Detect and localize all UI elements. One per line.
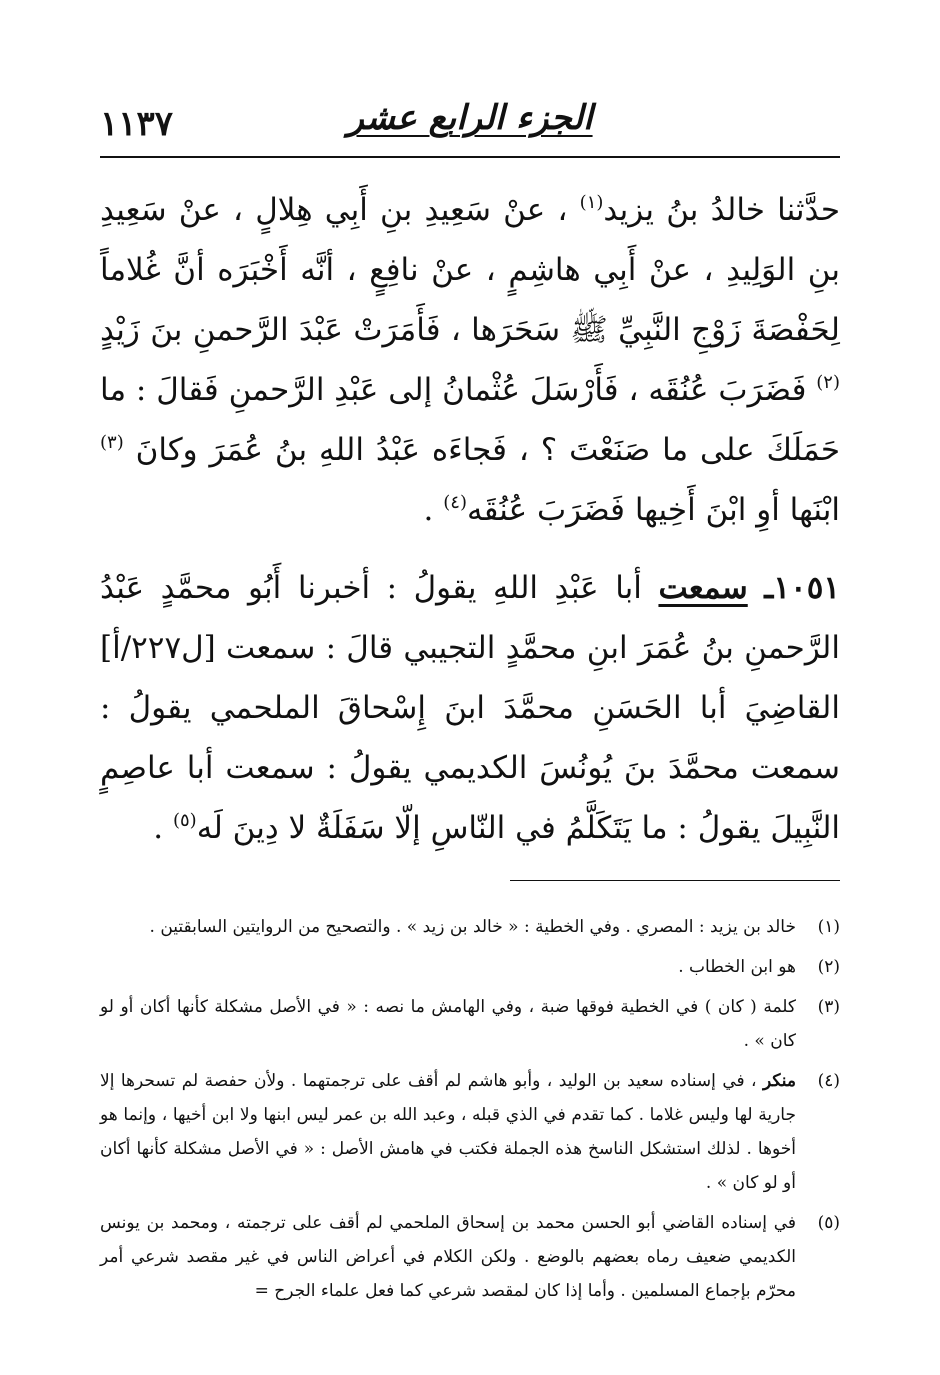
footnote-ref-3: (٣) — [100, 432, 124, 453]
main-text — [100, 180, 840, 858]
hadith-label: سمعت — [658, 570, 748, 606]
hadith-number: ١٠٥١ـ — [764, 570, 840, 606]
footnote-text — [100, 1064, 796, 1200]
footnote-item — [100, 990, 840, 1058]
footnote-number: (٢) — [817, 957, 840, 977]
footnote-number: (٣) — [817, 997, 840, 1017]
footnote-body: خالد بن يزيد : المصري . وفي الخطية : « خالد بن زيد » . والتصحيح من الروايتين السابقتين . — [149, 917, 796, 937]
footnote-body: في إسناده القاضي أبو الحسن محمد بن إسحاق الملحمي لم أقف على ترجمته ، ومحمد بن يونس الكديمي ضعيف رماه بعضهم بالوضع . ولكن الكلام في أعراض الناس في غير مقصد شرعي أمر محرّم بإجماع المسلمين . وأما إذا كان لمقصد شرعي كما فعل علماء الجرح = — [100, 1213, 796, 1301]
footnote-body: كلمة ( كان ) في الخطية فوقها ضبة ، وفي الهامش ما نصه : « في الأصل مشكلة كأنها أكان أو لو كان » . — [100, 997, 796, 1051]
footnote-body: ، في إسناده سعيد بن الوليد ، وأبو هاشم لم أقف على ترجمتهما . ولأن حفصة لم تسحرها إلا جارية لها وليس غلاما . كما تقدم في الذي قبله ، وعبد الله بن عمر ليس ابنها ولا ابن أخيها ، وإنما هو أخوها . لذلك استشكل الناسخ هذه الجملة فكتب في هامش الأصل : « في الأصل مشكلة كأنها أكان أو لو كان » . — [100, 1071, 796, 1193]
footnote-verdict: منكر — [762, 1071, 796, 1091]
footnote-item — [100, 950, 840, 984]
footnote-item — [100, 910, 840, 944]
hadith-paragraph-2 — [100, 558, 840, 858]
footnote-ref-5: (٥) — [172, 810, 197, 831]
footnote-separator-area — [100, 880, 840, 906]
footnote-number: (٥) — [817, 1213, 840, 1233]
running-title: الجزء الرابع عشر — [347, 98, 593, 138]
footnote-item — [100, 1064, 840, 1200]
footnote-text — [100, 950, 796, 984]
text-segment: حدَّثنا خالدُ بنُ يزيد — [603, 192, 840, 228]
book-page — [100, 90, 840, 1310]
text-segment: ابْنَها أوِ ابْنَ أَخِيها فَضَرَبَ عُنُقَه — [466, 492, 840, 528]
text-segment: أبا عَبْدِ اللهِ يقولُ : أخبرنا أَبُو محمَّدٍ عَبْدُ الرَّحمنِ بنُ عُمَرَ ابنِ محمَّدٍ التجيبي قالَ : سمعت [ل٢٢٧/أ] القاضِيَ أبا الحَسَنِ محمَّدَ ابنَ إِسْحاقَ الملحمي يقولُ : سمعت محمَّدَ بنَ يُونُسَ الكديمي يقولُ : سمعت أبا عاصِمٍ النَّبِيلَ يقولُ : ما يَتَكَلَّمُ في النّاسِ إلّا سَفَلَةٌ لا دِينَ لَه — [100, 570, 840, 846]
footnote-ref-1: (١) — [579, 192, 604, 213]
footnote-separator — [510, 880, 840, 881]
footnote-ref-2: (٢) — [816, 372, 840, 393]
footnote-number: (١) — [817, 917, 840, 937]
footnote-text — [100, 990, 796, 1058]
text-segment: ، عنْ سَعِيدِ بنِ أَبِي هِلالٍ ، عنْ سَعِيدِ بنِ الوَلِيدِ ، عنْ أَبِي هاشِمٍ ، عنْ نافِعٍ ، أنَّه أَخْبَرَه أنَّ غُلاماً لِحَفْصَةَ زَوْجِ النَّبِيِّ ﷺ سَحَرَها ، فَأَمَرَتْ عَبْدَ الرَّحمنِ بنَ زَيْدٍ — [100, 192, 840, 348]
footnote-item — [100, 1206, 840, 1308]
footnotes — [100, 910, 840, 1308]
text-segment: فَضَرَبَ عُنُقَه ، فَأَرْسَلَ عُثْمانُ إلى عَبْدِ الرَّحمنِ فَقالَ : ما حَمَلَكَ على ما صَنَعْتَ ؟ ، فَجاءَه عَبْدُ اللهِ بنُ عُمَرَ وكانَ — [100, 372, 840, 468]
footnote-number: (٤) — [817, 1071, 840, 1091]
footnote-ref-4: (٤) — [443, 492, 467, 513]
page-number: ١١٣٧ — [100, 104, 174, 144]
text-segment: . — [423, 492, 444, 528]
hadith-paragraph-1 — [100, 180, 840, 540]
footnote-text — [100, 1206, 796, 1308]
text-segment: . — [153, 810, 173, 846]
footnote-text — [100, 910, 796, 944]
page-header — [100, 90, 840, 158]
footnote-body: هو ابن الخطاب . — [678, 957, 796, 977]
